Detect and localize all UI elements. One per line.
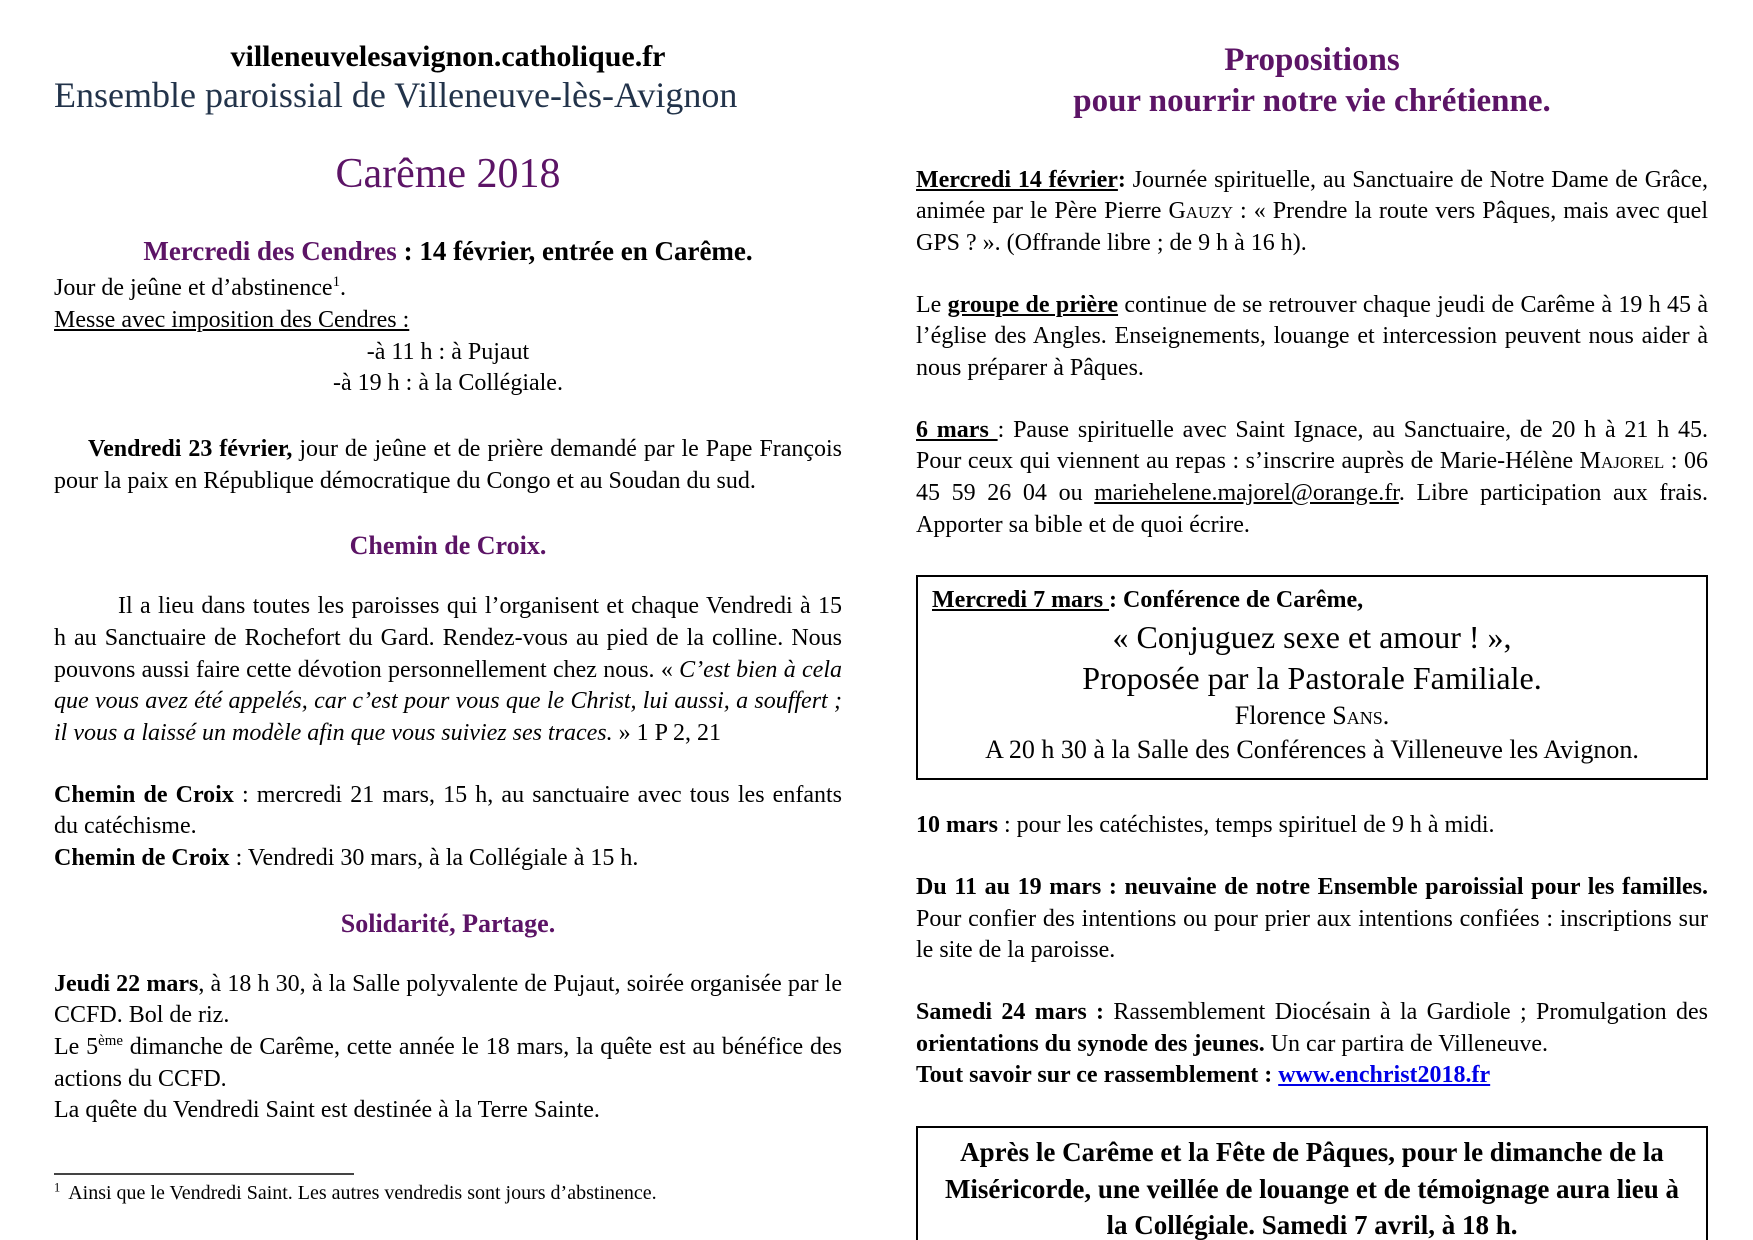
fast-day-line: [54, 273, 842, 305]
footnote-separator: [54, 1173, 354, 1175]
feb14-colon: :: [1117, 166, 1126, 193]
conference-box: [916, 575, 1708, 780]
march24-text-1: Rassemblement Diocésain à la Gardiole ; Promulgation des: [1104, 999, 1708, 1026]
march24-event: [916, 999, 1708, 1057]
stations-march30: [54, 843, 842, 875]
propositions-title-line1: Propositions: [1224, 42, 1400, 78]
conference-theme: « Conjuguez sexe et amour ! »,: [1112, 618, 1512, 655]
feb23-text: jour de jeûne et de prière demandé par le Pape François pour la paix en République démocratique du Congo et au Soudan du sud.: [54, 436, 843, 494]
para-march6: [916, 415, 1708, 542]
conference-venue: A 20 h 30 à la Salle des Conférences à Villeneuve les Avignon.: [985, 734, 1639, 764]
stations-march21: [54, 780, 842, 843]
propositions-title: [916, 40, 1708, 123]
good-friday-collect-line: La quête du Vendredi Saint est destinée à la Terre Sainte.: [54, 1097, 600, 1124]
footnote-number: 1: [54, 1180, 61, 1195]
feb14-text-1: Journée spirituelle, au Sanctuaire de Notre Dame de Grâce, animée par le Père Pierre: [916, 166, 1708, 225]
fast-day-text: Jour de jeûne et d’abstinence: [54, 275, 333, 302]
stations30-label: Chemin de Croix: [54, 845, 230, 872]
site-url: villeneuvelesavignon.catholique.fr: [230, 40, 666, 73]
ash-heading-rest: 14 février, entrée en Carême.: [419, 236, 753, 267]
march22-date: Jeudi 22 mars: [54, 970, 199, 997]
fifth-sunday-line: [54, 1032, 842, 1095]
solidarity-heading: Solidarité, Partage.: [340, 908, 556, 938]
stations-text-1: Il a lieu dans toutes les paroisses qui l’organisent et chaque Vendredi à 15 h au Sanctuaire de Rochefort du Gard. Rendez-vous au pied de la colline. Nous pouvons aussi faire cette dévotion personnellement chez nous. «: [54, 593, 842, 683]
march24-text-2: Un car partira de Villeneuve.: [1264, 1030, 1549, 1057]
conference-speaker: [932, 699, 1692, 733]
para-prayer-group: [916, 290, 1708, 385]
fifth-sunday-pre: Le 5: [54, 1034, 99, 1061]
feb14-date: Mercredi 14 février: [916, 166, 1118, 193]
gathering-info-label: Tout savoir sur ce rassemblement :: [916, 1062, 1279, 1089]
footnote-text: Ainsi que le Vendredi Saint. Les autres vendredis sont jours d’abstinence.: [68, 1182, 657, 1205]
footnote-ref: 1: [332, 274, 340, 291]
page-title: Carême 2018: [335, 151, 561, 198]
prayer-group-label: groupe de prière: [947, 291, 1119, 318]
march6-text-3: . Libre participation aux frais. Apporter sa bible et de quoi écrire.: [916, 479, 1709, 538]
scripture-quote: C’est bien à cela que vous avez été appelés, car c’est pour vous que le Christ, lui aussi, a souffert ; il vous a laissé un modèle afin que vous suiviez ses traces.: [54, 656, 842, 747]
conference-heading-line: [932, 585, 1692, 617]
speaker-lastname: Sans: [1332, 700, 1383, 730]
prayer-group-pre: Le: [916, 291, 948, 318]
right-column: [916, 40, 1708, 1240]
fifth-sunday-text: dimanche de Carême, cette année le 18 mars, la quête est au bénéfice des actions du CCFD.: [54, 1034, 843, 1092]
conference-organizer: Proposée par la Pastorale Familiale.: [1082, 659, 1542, 696]
fifth-sunday-ordinal: ème: [98, 1033, 123, 1050]
para-feb23: [54, 434, 842, 497]
para-stations-dates: [54, 780, 842, 875]
ash-wednesday-heading: [54, 236, 842, 267]
feb14-text-2: : « Prendre la route vers Pâques, mais avec quel GPS ? ». (Offrande libre ; de 9 h à 16 h).: [916, 198, 1708, 256]
fast-day-period: .: [340, 275, 346, 302]
novena-text: Pour confier des intentions ou pour prier aux intentions confiées : inscriptions sur le site de la paroisse.: [916, 905, 1708, 964]
march22-event: [54, 969, 842, 1032]
speaker-period: .: [1382, 700, 1390, 730]
gathering-info-line: [916, 1060, 1708, 1092]
mass-imposition-text: Messe avec imposition des Cendres :: [54, 307, 410, 334]
scripture-ref: » 1 P 2, 21: [612, 720, 722, 747]
conference-title: : Conférence de Carême,: [1109, 587, 1364, 614]
ash-heading-sep: :: [396, 236, 420, 267]
propositions-title-line2: pour nourrir notre vie chrétienne.: [1073, 83, 1551, 120]
march6-text-1: : Pause spirituelle avec Saint Ignace, au Sanctuaire, de 20 h à 21 h 45. Pour ceux qui viennent au repas : s’inscrire auprès de Marie-Hélène: [916, 416, 1709, 475]
march24-synod-label: orientations du synode des jeunes.: [916, 1030, 1265, 1057]
ash-wednesday-details: [54, 273, 842, 400]
mass-line: [54, 305, 842, 337]
novena-label: Du 11 au 19 mars : neuvaine de notre Ensemble paroissial pour les familles.: [916, 874, 1708, 901]
speaker-firstname: Florence: [1234, 700, 1333, 730]
parish-name: Ensemble paroissial de Villeneuve-lès-Avignon: [54, 75, 738, 115]
para-march10: [916, 810, 1708, 842]
mercy-vigil-box: Après le Carême et la Fête de Pâques, pour le dimanche de la Miséricorde, une veillée de louange et de témoignage aura lieu à la Collégiale. Samedi 7 avril, à 18 h.: [916, 1126, 1708, 1240]
feb23-date: Vendredi 23 février,: [88, 436, 293, 463]
mass-time-2: -à 19 h : à la Collégiale.: [333, 370, 563, 397]
mass-time-1: -à 11 h : à Pujaut: [366, 338, 530, 365]
para-novena: [916, 872, 1708, 967]
enchrist-website-link[interactable]: www.enchrist2018.fr: [1278, 1062, 1491, 1089]
march6-contact-name: Majorel: [1579, 448, 1665, 475]
march6-text-2: : 06 45 59 26 04 ou: [916, 448, 1709, 506]
stations21-label: Chemin de Croix: [54, 781, 234, 808]
feb14-priest-name: Gauzy: [1168, 198, 1233, 225]
stations30-text: : Vendredi 30 mars, à la Collégiale à 15 h.: [229, 845, 639, 872]
para-feb14: [916, 165, 1708, 260]
left-column: [54, 40, 842, 1240]
para-march24: [916, 997, 1708, 1092]
march6-date: 6 mars: [916, 416, 998, 443]
para-stations: [54, 591, 842, 749]
march24-date: Samedi 24 mars :: [916, 999, 1105, 1026]
stations-heading: Chemin de Croix.: [349, 531, 547, 561]
march22-text: , à 18 h 30, à la Salle polyvalente de Pujaut, soirée organisée par le CCFD. Bol de riz.: [54, 970, 843, 1029]
footnote: [54, 1181, 842, 1205]
prayer-group-text: continue de se retrouver chaque jeudi de Carême à 19 h 45 à l’église des Angles. Enseignements, louange et intercession peuvent nous aider à nous préparer à Pâques.: [916, 291, 1708, 381]
march10-text: : pour les catéchistes, temps spirituel de 9 h à midi.: [997, 812, 1495, 839]
ash-heading-date: Mercredi des Cendres: [143, 236, 397, 267]
stations21-text: : mercredi 21 mars, 15 h, au sanctuaire avec tous les enfants du catéchisme.: [54, 781, 842, 840]
contact-email-link[interactable]: mariehelene.majorel@orange.fr: [1094, 479, 1399, 506]
march10-date: 10 mars: [916, 812, 998, 839]
para-solidarity: [54, 969, 842, 1127]
conference-date: Mercredi 7 mars: [932, 587, 1110, 614]
